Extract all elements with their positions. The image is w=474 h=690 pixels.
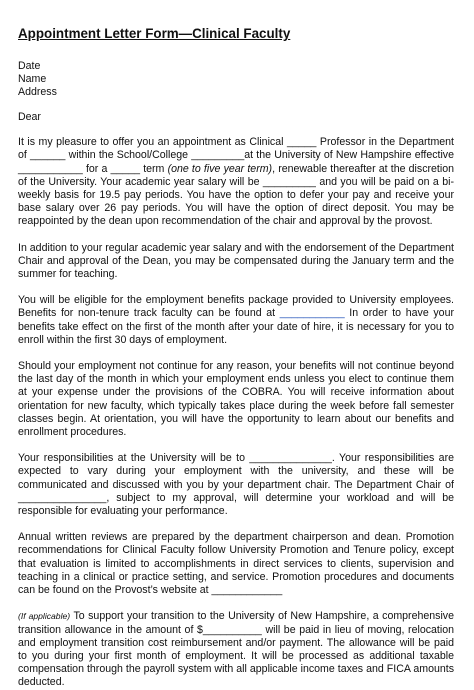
paragraph-transition (18, 610, 454, 689)
paragraph-appointment-text-a: It is my pleasure to offer you an appointment as Clinical _____ Professor in the Department of ______ within the School/College _________at the University of New Hampshire effective ___________ for a _____ term (18, 136, 454, 175)
paragraph-benefits-text-b: In order to have your benefits take effect on the first of the month after your date of hire, it is necessary for you to enroll within the first 30 days of employment. (18, 307, 454, 346)
address-line: Address (18, 86, 57, 98)
paragraph-appointment (18, 136, 454, 228)
paragraph-appointment-text-b: , renewable thereafter at the discretion of the University. Your academic year salary will be _________ and you will be paid on a bi-weekly basis for 19.5 pay periods. You have the option to defer your pay and receive your base salary over 26 pay periods. You will have the option of direct deposit. You may be reappointed by the dean upon recommendation of the chair and approval by the provost. (18, 162, 455, 228)
if-applicable-tag: (If applicable) (18, 611, 71, 622)
paragraph-benefits-text-a: You will be eligible for the employment benefits package provided to University employees. Benefits for non-tenure track faculty can be found at (18, 294, 454, 320)
page-title: Appointment Letter Form—Clinical Faculty (18, 26, 291, 41)
name-line: Name (18, 73, 47, 85)
paragraph-reviews: Annual written reviews are prepared by the department chairperson and dean. Promotion recommendations for Clinical Faculty follow University Promotion and Tenure policy, except that evaluation is limited to accomplishments in direct services to clients, supervision and teaching in a clinical or practice setting, and service. Promotion procedures and documents can be found on the Provost’s website at ____________ (18, 531, 454, 597)
date-line: Date (18, 60, 41, 72)
paragraph-responsibilities: Your responsibilities at the University will be to ______________. Your responsibilities are expected to vary during your employment with the university, and these will be communicated and discussed with you by your department chair. The Department Chair of _______________, subject to my approval, will determine your workload and will be responsible for evaluating your performance. (18, 452, 454, 518)
term-note: (one to five year term) (167, 162, 273, 175)
benefits-link[interactable]: ___________ (279, 307, 345, 320)
paragraph-compensation: In addition to your regular academic year salary and with the endorsement of the Department Chair and approval of the Dean, you may be compensated during the January term and the summer for teaching. (18, 241, 454, 281)
address-block (18, 60, 454, 99)
paragraph-transition-text: To support your transition to the University of New Hampshire, a comprehensive transition allowance in the amount of $__________ will be paid in lieu of moving, relocation and employment transition cost reimbursement and/or payment. The allowance will be paid to you during your first month of employment. It will be processed as additional taxable compensation through the payroll system with all applicable income taxes and FICA amounts deducted. (18, 610, 454, 689)
paragraph-benefits (18, 294, 454, 347)
salutation: Dear (18, 111, 41, 123)
paragraph-cobra: Should your employment not continue for any reason, your benefits will not continue beyond the last day of the month in which your employment ends unless you elect to continue them at your expense under the provisions of the COBRA. You will receive information about orientation for new faculty, which typically takes place during the week before fall semester classes begin. At orientation, you will have the opportunity to learn about our benefits and enrollment procedures. (18, 360, 454, 439)
